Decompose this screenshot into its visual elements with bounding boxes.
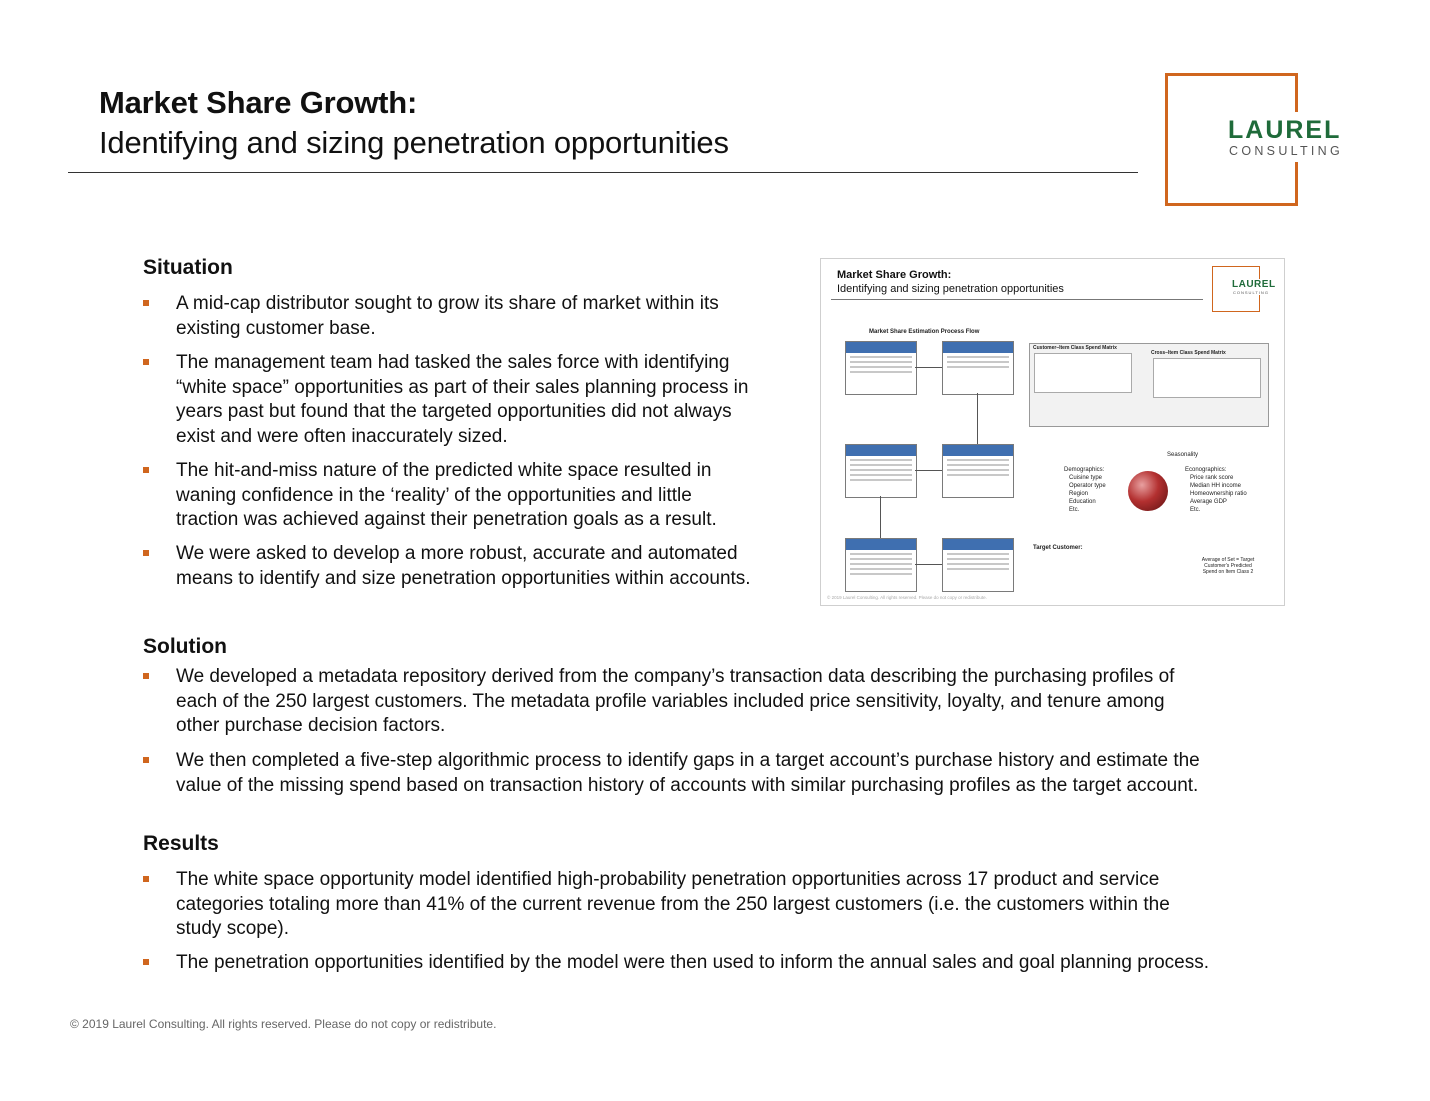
- bullet-line: The hit-and-miss nature of the predicted white space resulted in: [176, 460, 712, 481]
- bullet-line: study scope).: [176, 918, 289, 939]
- logo-tagline: CONSULTING: [1229, 144, 1344, 158]
- step-text-line: [850, 469, 912, 471]
- logo-wordmark: LAUREL: [1228, 116, 1342, 144]
- thumbnail-subtitle: Identifying and sizing penetration opportunities: [837, 283, 1064, 295]
- step-text-line: [947, 558, 1009, 560]
- flow-title: Market Share Estimation Process Flow: [869, 329, 980, 335]
- results-heading: Results: [143, 832, 219, 855]
- econographics-item: Average GDP: [1190, 499, 1227, 505]
- step-text-line: [850, 366, 912, 368]
- seasonality-label: Seasonality: [1167, 452, 1199, 458]
- situation-heading: Situation: [143, 256, 233, 279]
- bullet-square-icon: [143, 359, 149, 365]
- step-text-line: [850, 459, 912, 461]
- bullet-line: A mid-cap distributor sought to grow its share of market within its: [176, 293, 719, 314]
- bullet-square-icon: [143, 550, 149, 556]
- process-step-box: [942, 341, 1014, 395]
- bullet-square-icon: [143, 467, 149, 473]
- step-text-line: [850, 568, 912, 570]
- bullet-line: years past but found that the targeted opportunities did not always: [176, 401, 732, 422]
- step-header: [846, 342, 916, 353]
- step-text-line: [850, 479, 912, 481]
- bullet-line: “white space” opportunities as part of their sales planning process in: [176, 376, 749, 398]
- bullet-square-icon: [143, 757, 149, 763]
- step-text-line: [850, 563, 912, 565]
- flow-arrow: [915, 367, 942, 368]
- bullet-square-icon: [143, 959, 149, 965]
- demographics-item: Operator type: [1069, 483, 1106, 489]
- matrix-title: Customer–Item Class Spend Matrix: [1033, 345, 1117, 351]
- bullet-line: The penetration opportunities identified by the model were then used to inform the annual sales and goal planning process.: [176, 952, 1210, 973]
- bullet-square-icon: [143, 300, 149, 306]
- step-text-line: [947, 464, 1009, 466]
- step-text-line: [947, 361, 1009, 363]
- step-header: [846, 539, 916, 550]
- demographics-item: Cuisine type: [1069, 475, 1103, 481]
- process-step-box: [942, 444, 1014, 498]
- bullet-line: categories totaling more than 41% of the current revenue from the 250 largest customers (i.e. the customers within the: [176, 893, 1170, 915]
- title-divider: [68, 172, 1138, 173]
- step-text-line: [947, 469, 1009, 471]
- thumbnail-title: Market Share Growth:: [837, 269, 952, 281]
- bullet-line: We developed a metadata repository derived from the company’s transaction data describing the purchasing profiles of: [176, 666, 1175, 687]
- step-text-line: [850, 464, 912, 466]
- flow-arrow: [977, 393, 978, 444]
- econographics-item: Homeownership ratio: [1190, 491, 1247, 497]
- bullet-line: exist and were often inaccurately sized.: [176, 425, 508, 447]
- demographics-item: Etc.: [1069, 507, 1080, 513]
- bullet-line: waning confidence in the ‘reality’ of the opportunities and little: [176, 484, 692, 506]
- econographics-item: Median HH income: [1190, 483, 1242, 489]
- econographics-item: Price rank score: [1190, 475, 1234, 481]
- process-step-box: [845, 341, 917, 395]
- bullet-line: means to identify and size penetration opportunities within accounts.: [176, 567, 751, 589]
- process-step-box: [942, 538, 1014, 592]
- bullet-line: We then completed a five-step algorithmic process to identify gaps in a target account’s purchase history and estimate the: [176, 750, 1200, 771]
- econographics-item: Etc.: [1190, 507, 1201, 513]
- econographics-title: Econographics:: [1185, 467, 1227, 473]
- flow-arrow: [880, 496, 881, 538]
- step-header: [846, 445, 916, 456]
- thumbnail-footer: © 2019 Laurel Consulting. All rights reserved. Please do not copy or redistribute.: [827, 595, 987, 600]
- flow-arrow: [915, 564, 942, 565]
- copyright-footer: © 2019 Laurel Consulting. All rights reserved. Please do not copy or redistribute.: [70, 1017, 497, 1031]
- demographics-item: Region: [1069, 491, 1089, 497]
- bullet-line: The white space opportunity model identified high-probability penetration opportunities across 17 product and service: [176, 869, 1160, 890]
- cross-matrix-grid: [1153, 358, 1261, 398]
- step-text-line: [947, 553, 1009, 555]
- thumbnail-logo-tagline: CONSULTING: [1233, 290, 1269, 295]
- process-step-box: [845, 538, 917, 592]
- slide-thumbnail: [820, 258, 1285, 606]
- step-text-line: [850, 361, 912, 363]
- step-text-line: [850, 371, 912, 373]
- flow-arrow: [915, 470, 942, 471]
- bullet-line: value of the missing spend based on transaction history of accounts with similar purchasing profiles as the target account.: [176, 774, 1199, 796]
- demographics-item: Education: [1069, 499, 1096, 505]
- bullet-square-icon: [143, 673, 149, 679]
- step-text-line: [947, 474, 1009, 476]
- bullet-line: each of the 250 largest customers. The metadata profile variables included price sensitivity, loyalty, and tenure among: [176, 690, 1165, 712]
- step-text-line: [947, 366, 1009, 368]
- spend-matrix-grid: [1034, 353, 1132, 393]
- bullet-line: existing customer base.: [176, 317, 376, 339]
- target-customer-title: Target Customer:: [1033, 545, 1083, 551]
- thumbnail-logo-wordmark: LAUREL: [1232, 279, 1276, 290]
- step-text-line: [850, 474, 912, 476]
- bullet-line: The management team had tasked the sales force with identifying: [176, 352, 730, 373]
- step-text-line: [947, 568, 1009, 570]
- solution-heading: Solution: [143, 635, 227, 658]
- step-text-line: [947, 459, 1009, 461]
- cross-matrix-title: Cross–Item Class Spend Matrix: [1151, 350, 1226, 356]
- bullet-line: We were asked to develop a more robust, accurate and automated: [176, 543, 738, 564]
- process-step-box: [845, 444, 917, 498]
- step-header: [943, 445, 1013, 456]
- data-sphere-icon: [1128, 471, 1168, 511]
- thumbnail-divider: [831, 299, 1203, 300]
- step-text-line: [947, 356, 1009, 358]
- bullet-square-icon: [143, 876, 149, 882]
- step-text-line: [850, 558, 912, 560]
- step-text-line: [850, 356, 912, 358]
- step-text-line: [850, 553, 912, 555]
- demographics-title: Demographics:: [1064, 467, 1105, 473]
- bullet-line: traction was achieved against their penetration goals as a result.: [176, 509, 717, 530]
- bullet-line: other purchase decision factors.: [176, 715, 446, 736]
- step-text-line: [947, 563, 1009, 565]
- page-title: Market Share Growth:: [99, 85, 418, 120]
- page-subtitle: Identifying and sizing penetration opportunities: [99, 125, 729, 160]
- average-label: Average of Set = Target Customer's Predicted Spend on Item Class 2: [1201, 557, 1255, 575]
- step-text-line: [850, 573, 912, 575]
- step-header: [943, 342, 1013, 353]
- step-header: [943, 539, 1013, 550]
